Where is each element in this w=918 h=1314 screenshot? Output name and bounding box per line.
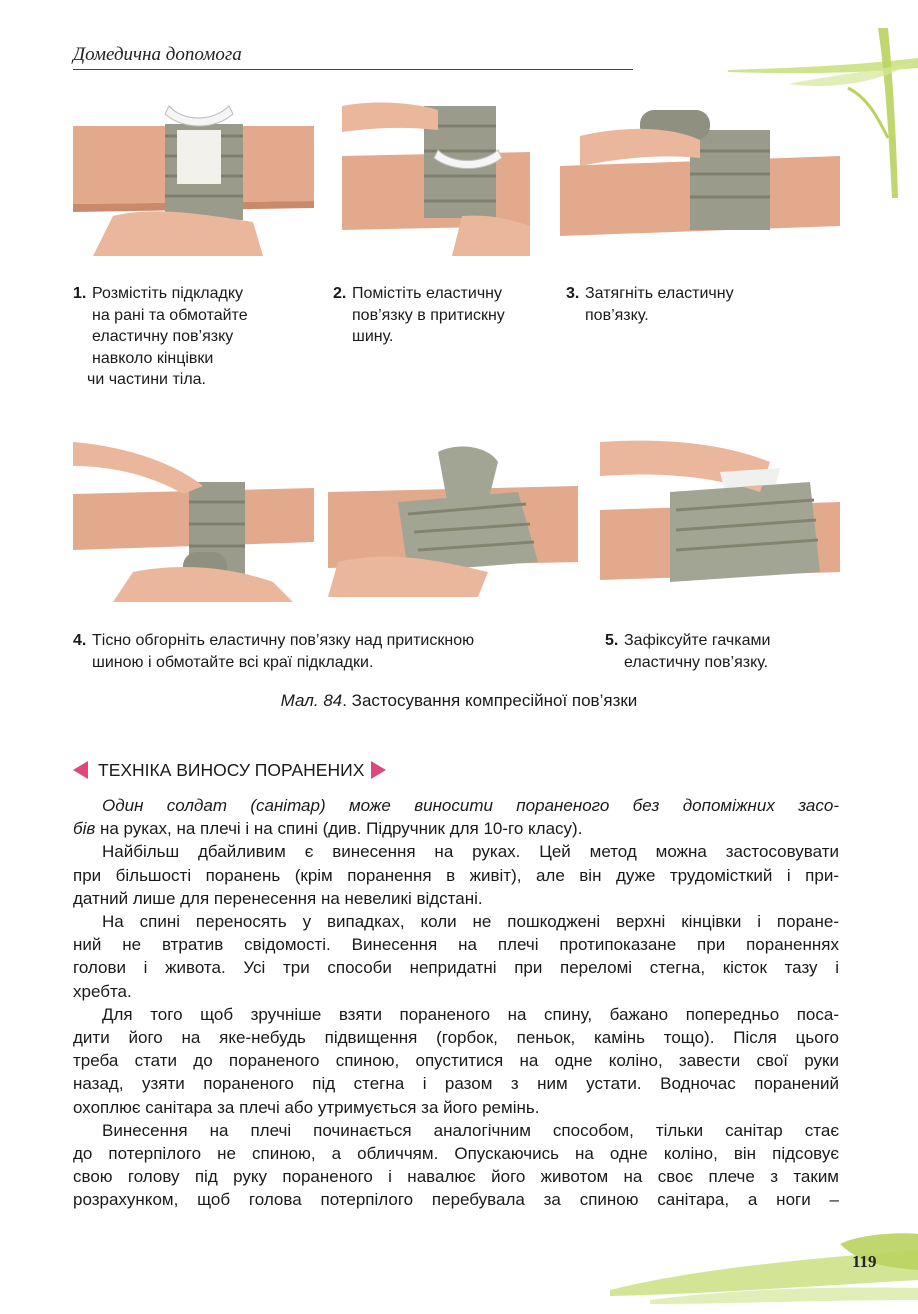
text-run: на руках, на плечі і на спині (див. Підручник для 10-го класу). <box>95 819 583 839</box>
step-1-caption <box>73 283 313 393</box>
text-line: свою голову під руку пораненого і навалює його животом на своє плече з таким <box>73 1167 839 1187</box>
text-line: охоплює санітара за плечі або утримується за його ремінь. <box>73 1097 540 1117</box>
text-line: Один солдат (санітар) може виносити пораненого без допоміжних засо- <box>102 796 839 815</box>
text-line: хребта. <box>73 981 132 1001</box>
figure-caption-text: . Застосування компресійної пов’язки <box>342 691 638 710</box>
photo-step-5 <box>600 432 840 602</box>
text-line: при більшості поранень (крім поранення в живіт), але він дуже трудомісткий і при- <box>73 865 839 885</box>
text-line: На спині переносять у випадках, коли не пошкоджені верхні кінцівки і поране- <box>102 912 839 932</box>
photo-step-1 <box>73 96 314 256</box>
step-number: 5. <box>605 632 619 649</box>
caption-line: Зафіксуйте гачками <box>624 632 771 649</box>
caption-line: Затягніть еластичну <box>585 285 734 302</box>
step-5-caption <box>605 630 825 676</box>
step-3-caption <box>566 283 796 333</box>
step-number: 4. <box>73 632 87 649</box>
photo-step-4a <box>73 432 314 602</box>
decorative-leaf-bottom <box>610 1230 918 1314</box>
paragraph-4 <box>73 1003 839 1119</box>
caption-line: еластичну пов’язку. <box>624 653 769 671</box>
header-rule <box>73 69 633 70</box>
figure-caption <box>0 691 918 711</box>
caption-line: пов’язку. <box>585 306 649 324</box>
step-4-caption <box>73 630 553 676</box>
text-line: треба стати до пораненого спиною, опуститися на одне коліно, завести свої руки <box>73 1051 839 1071</box>
text-line <box>73 817 839 840</box>
caption-line: еластичну пов’язку <box>92 328 234 345</box>
paragraph-5 <box>73 1119 839 1212</box>
step-number: 3. <box>566 285 580 302</box>
caption-line: шину. <box>352 328 394 345</box>
page-number: 119 <box>852 1252 877 1271</box>
caption-line: на рані та обмотайте <box>92 306 248 324</box>
body-text <box>73 794 839 1212</box>
section-heading <box>73 758 386 782</box>
caption-line: Розмістіть підкладку <box>92 285 244 302</box>
running-header: Домедична допомога <box>73 44 242 65</box>
photo-step-4b <box>328 432 578 597</box>
text-line: Винесення на плечі починається аналогічним способом, тільки санітар стає <box>102 1120 839 1140</box>
text-line: розрахунком, щоб голова потерпілого перебувала за спиною санітара, а ноги – <box>73 1190 839 1210</box>
caption-line: навколо кінцівки <box>92 349 214 367</box>
text-line: голови і живота. Усі три способи непридатні при переломі стегна, кісток тазу і <box>73 958 839 978</box>
caption-line: Тісно обгорніть еластичну пов’язку над притискною <box>92 632 475 649</box>
paragraph-2 <box>73 840 839 910</box>
triangle-left-icon <box>73 761 88 779</box>
italic-text: бів <box>73 819 96 839</box>
step-number: 2. <box>333 285 347 302</box>
text-line: дити його на яке-небудь підвищення (горбок, пеньок, камінь тощо). Після цього <box>73 1028 839 1048</box>
paragraph-3 <box>73 910 839 1003</box>
text-line: Для того щоб зручніше взяти пораненого на спину, бажано попередньо поса- <box>102 1004 839 1024</box>
section-title: ТЕХНІКА ВИНОСУ ПОРАНЕНИХ <box>98 759 365 780</box>
text-line: Найбільш дбайливим є винесення на руках. Цей метод можна застосовувати <box>102 842 839 862</box>
text-line: назад, узяти пораненого під стегна і разом з ним устати. Водночас поранений <box>73 1074 839 1094</box>
text-line: ний не втратив свідомості. Винесення на плечі протипоказане при пораненнях <box>73 935 839 955</box>
photo-step-2 <box>342 96 530 256</box>
text-line: датний лише для перенесення на невеликі відстані. <box>73 888 483 908</box>
text-line: до потерпілого не спиною, а обличчям. Опускаючись на одне коліно, він підсовує <box>73 1144 839 1164</box>
step-number: 1. <box>73 285 87 302</box>
caption-line: Помістіть еластичну <box>352 285 502 302</box>
caption-line: шиною і обмотайте всі краї підкладки. <box>92 653 374 671</box>
step-2-caption <box>333 283 553 353</box>
caption-line: пов’язку в притискну <box>352 306 505 324</box>
triangle-right-icon <box>371 761 386 779</box>
photo-step-3 <box>560 96 840 254</box>
caption-line: чи частини тіла. <box>87 371 206 388</box>
figure-label: Мал. 84 <box>280 691 343 710</box>
paragraph-1 <box>73 794 839 840</box>
